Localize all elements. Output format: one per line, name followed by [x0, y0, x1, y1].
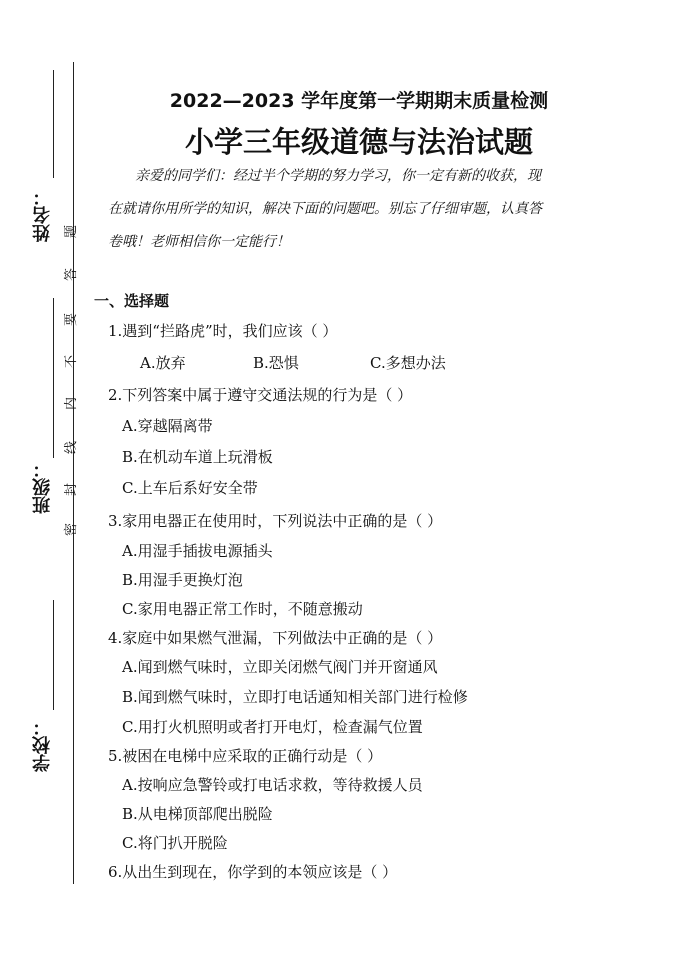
option-4a: A.闻到燃气味时，立即关闭燃气阀门并开窗通风 — [122, 658, 438, 676]
seal-char: 不 — [64, 354, 80, 369]
name-label: 姓名： — [32, 188, 53, 242]
exam-title: 小学三年级道德与法治试题 — [184, 125, 533, 159]
option-3c: C.家用电器正常工作时，不随意搬动 — [122, 600, 363, 618]
seal-char: 密 — [64, 522, 80, 537]
option-2c: C.上车后系好安全带 — [122, 479, 258, 497]
class-underline — [53, 298, 54, 458]
option-4b: B.闻到燃气味时，立即打电话通知相关部门进行检修 — [122, 688, 468, 706]
question-5: 5.被困在电梯中应采取的正确行动是（ ） — [108, 747, 383, 765]
seal-char: 线 — [64, 440, 80, 455]
binding-line — [73, 62, 74, 884]
school-label: 学校： — [32, 718, 53, 772]
question-1: 1.遇到“拦路虎”时，我们应该（ ） — [108, 322, 338, 340]
question-3: 3.家用电器正在使用时，下列说法中正确的是（ ） — [108, 512, 443, 530]
question-4: 4.家庭中如果燃气泄漏，下列做法中正确的是（ ） — [108, 629, 443, 647]
seal-char: 答 — [64, 267, 80, 282]
seal-char: 封 — [64, 482, 80, 497]
intro-line-2: 在就请你用所学的知识，解决下面的问题吧。别忘了仔细审题，认真答 — [108, 201, 542, 217]
option-3b: B.用湿手更换灯泡 — [122, 571, 243, 589]
option-1a: A.放弃 — [140, 354, 186, 372]
class-label: 班级： — [32, 460, 53, 514]
intro-line-3: 卷哦！老师相信你一定能行！ — [108, 234, 290, 250]
option-2b: B.在机动车道上玩滑板 — [122, 448, 273, 466]
section-title: 一、选择题 — [94, 292, 170, 310]
intro-line-1: 亲爱的同学们：经过半个学期的努力学习，你一定有新的收获，现 — [135, 168, 541, 184]
option-4c: C.用打火机照明或者打开电灯，检查漏气位置 — [122, 718, 423, 736]
question-6: 6.从出生到现在，你学到的本领应该是（ ） — [108, 863, 398, 881]
seal-char: 要 — [64, 312, 80, 327]
seal-char: 内 — [64, 396, 80, 411]
option-1c: C.多想办法 — [370, 354, 446, 372]
option-5a: A.按响应急警铃或打电话求救，等待救援人员 — [122, 776, 423, 794]
option-5c: C.将门扒开脱险 — [122, 834, 228, 852]
seal-char: 题 — [64, 224, 80, 239]
option-5b: B.从电梯顶部爬出脱险 — [122, 805, 273, 823]
question-2: 2.下列答案中属于遵守交通法规的行为是（ ） — [108, 386, 413, 404]
option-3a: A.用湿手插拔电源插头 — [122, 542, 273, 560]
option-1b: B.恐惧 — [253, 354, 299, 372]
school-underline — [53, 600, 54, 710]
option-2a: A.穿越隔离带 — [122, 417, 213, 435]
exam-term: 2022—2023 学年度第一学期期末质量检测 — [169, 90, 549, 112]
